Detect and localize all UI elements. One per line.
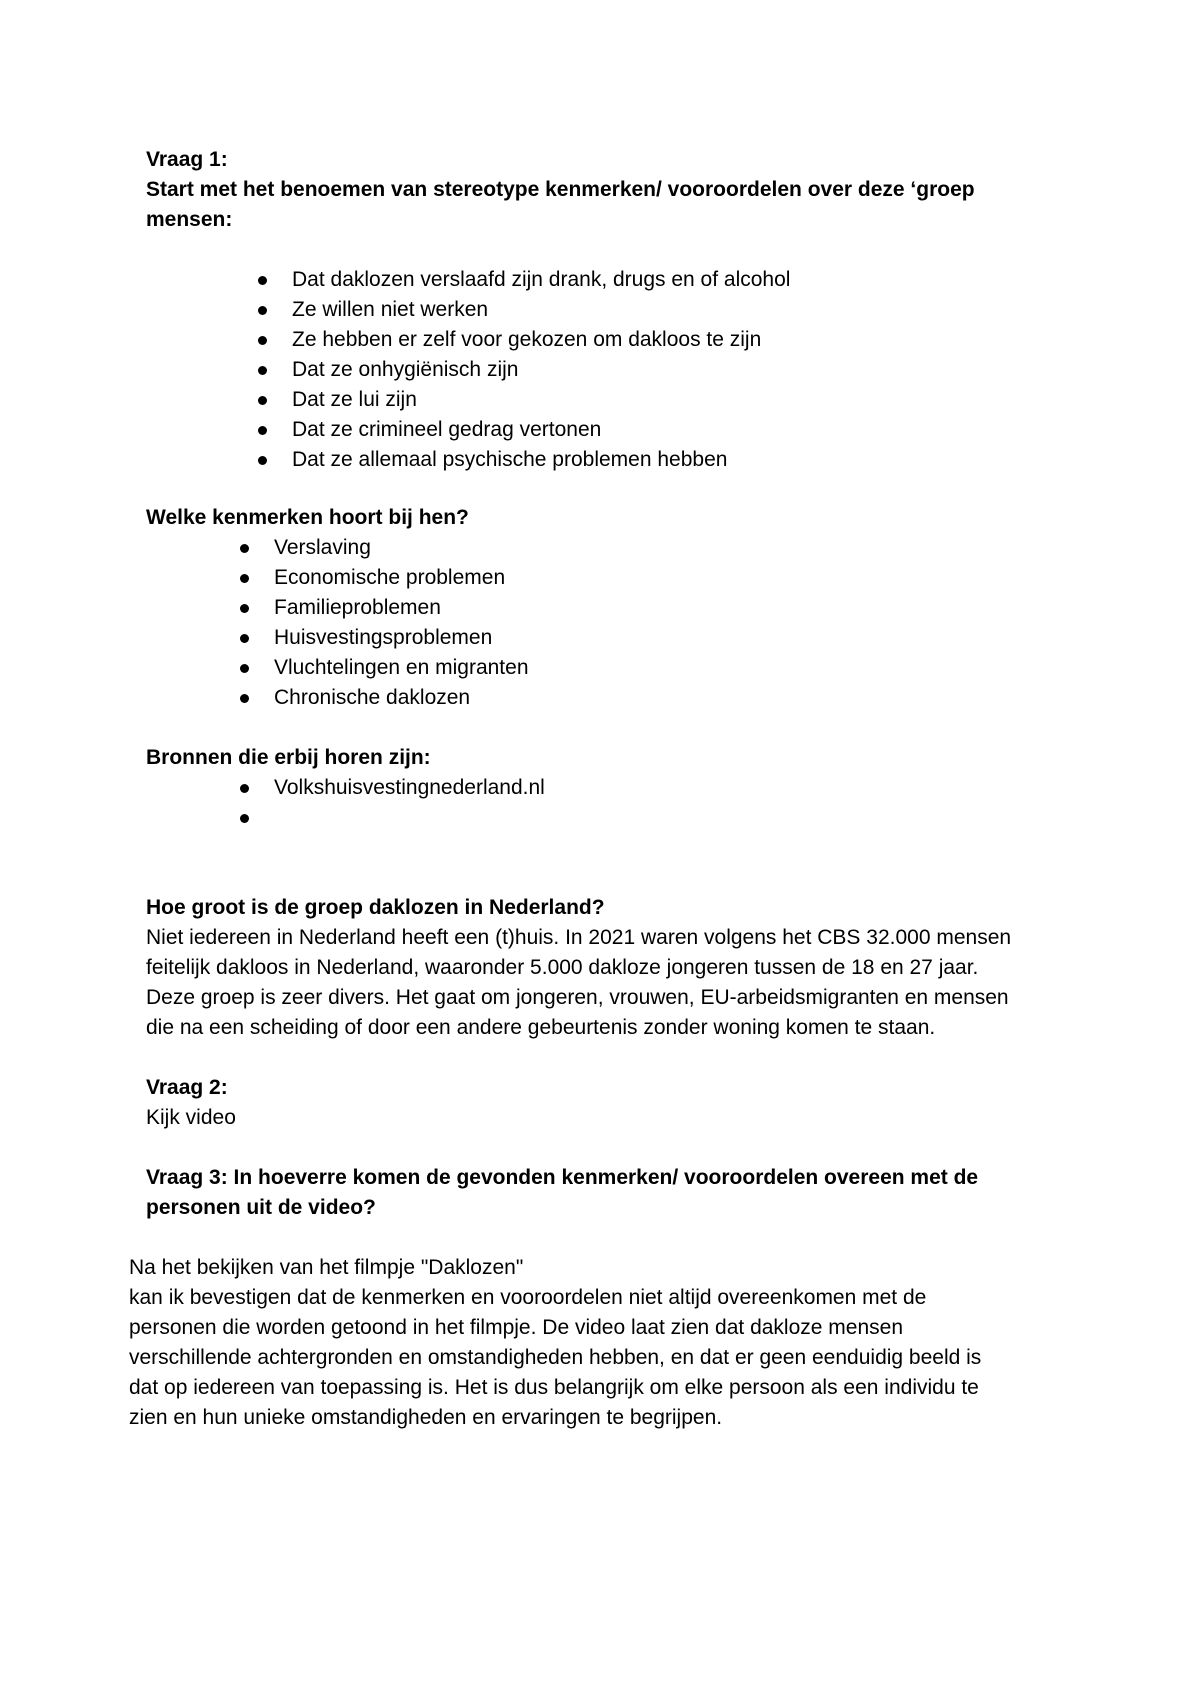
vraag3-heading-block <box>146 1163 1076 1223</box>
bullet-icon <box>258 336 267 345</box>
answer-line4: verschillende achtergronden en omstandigheden hebben, en dat er geen eenduidig beeld is <box>129 1346 982 1369</box>
vraag2-label: Vraag 2: <box>146 1076 228 1099</box>
vraag1-heading-block <box>146 145 1076 235</box>
list-item: Ze hebben er zelf voor gekozen om dakloos te zijn <box>292 325 1092 355</box>
answer-line6: zien en hun unieke omstandigheden en ervaringen te begrijpen. <box>129 1406 723 1429</box>
list-item: Volkshuisvestingnederland.nl <box>274 773 1074 803</box>
bullet-icon <box>240 544 249 553</box>
groep-grootte-line3: Deze groep is zeer divers. Het gaat om jongeren, vrouwen, EU-arbeidsmigranten en mensen <box>146 986 1009 1009</box>
bullet-icon <box>240 694 249 703</box>
bullet-icon <box>258 306 267 315</box>
vraag1-label: Vraag 1: <box>146 148 228 171</box>
groep-grootte-line4: die na een scheiding of door een andere gebeurtenis zonder woning komen te staan. <box>146 1016 936 1039</box>
bronnen-heading: Bronnen die erbij horen zijn: <box>146 746 431 769</box>
vraag1-prompt-line2: mensen: <box>146 208 233 231</box>
bullet-icon <box>258 366 267 375</box>
bullet-icon <box>258 426 267 435</box>
answer-line3: personen die worden getoond in het filmpje. De video laat zien dat dakloze mensen <box>129 1316 903 1339</box>
bullet-icon <box>240 574 249 583</box>
list-item: Dat ze allemaal psychische problemen hebben <box>292 445 1092 475</box>
list-item: Dat ze crimineel gedrag vertonen <box>292 415 1092 445</box>
answer-line1: Na het bekijken van het filmpje "Daklozen" <box>129 1256 524 1279</box>
answer-line2: kan ik bevestigen dat de kenmerken en vooroordelen niet altijd overeenkomen met de <box>129 1286 927 1309</box>
vraag3-answer <box>129 1253 1089 1433</box>
kenmerken-list <box>274 533 1074 713</box>
bullet-icon <box>240 664 249 673</box>
groep-grootte-section <box>146 893 1106 1043</box>
kenmerken-heading: Welke kenmerken hoort bij hen? <box>146 506 469 529</box>
list-item: Dat ze lui zijn <box>292 385 1092 415</box>
bullet-icon <box>258 396 267 405</box>
groep-grootte-heading: Hoe groot is de groep daklozen in Nederland? <box>146 896 605 919</box>
stereotypes-list <box>292 265 1092 475</box>
list-item: Vluchtelingen en migranten <box>274 653 1074 683</box>
bullet-icon <box>258 456 267 465</box>
answer-line5: dat op iedereen van toepassing is. Het is dus belangrijk om elke persoon als een individu te <box>129 1376 979 1399</box>
vraag2-text: Kijk video <box>146 1106 236 1129</box>
list-item: Dat daklozen verslaafd zijn drank, drugs en of alcohol <box>292 265 1092 295</box>
vraag3-line2: personen uit de video? <box>146 1196 376 1219</box>
vraag1-prompt-line1: Start met het benoemen van stereotype kenmerken/ vooroordelen over deze ‘groep <box>146 178 975 201</box>
bullet-icon <box>240 604 249 613</box>
groep-grootte-line2: feitelijk dakloos in Nederland, waaronder 5.000 dakloze jongeren tussen de 18 en 27 jaar. <box>146 956 979 979</box>
bronnen-list <box>274 773 1074 833</box>
list-item <box>274 803 1074 833</box>
bullet-icon <box>240 634 249 643</box>
list-item: Economische problemen <box>274 563 1074 593</box>
bullet-icon <box>240 814 249 823</box>
list-item: Ze willen niet werken <box>292 295 1092 325</box>
list-item: Familieproblemen <box>274 593 1074 623</box>
list-item: Huisvestingsproblemen <box>274 623 1074 653</box>
vraag2-section <box>146 1073 236 1133</box>
groep-grootte-line1: Niet iedereen in Nederland heeft een (t)huis. In 2021 waren volgens het CBS 32.000 mensen <box>146 926 1012 949</box>
list-item: Chronische daklozen <box>274 683 1074 713</box>
bullet-icon <box>258 276 267 285</box>
bullet-icon <box>240 784 249 793</box>
list-item: Dat ze onhygiënisch zijn <box>292 355 1092 385</box>
list-item: Verslaving <box>274 533 1074 563</box>
vraag3-line1: Vraag 3: In hoeverre komen de gevonden kenmerken/ vooroordelen overeen met de <box>146 1166 979 1189</box>
